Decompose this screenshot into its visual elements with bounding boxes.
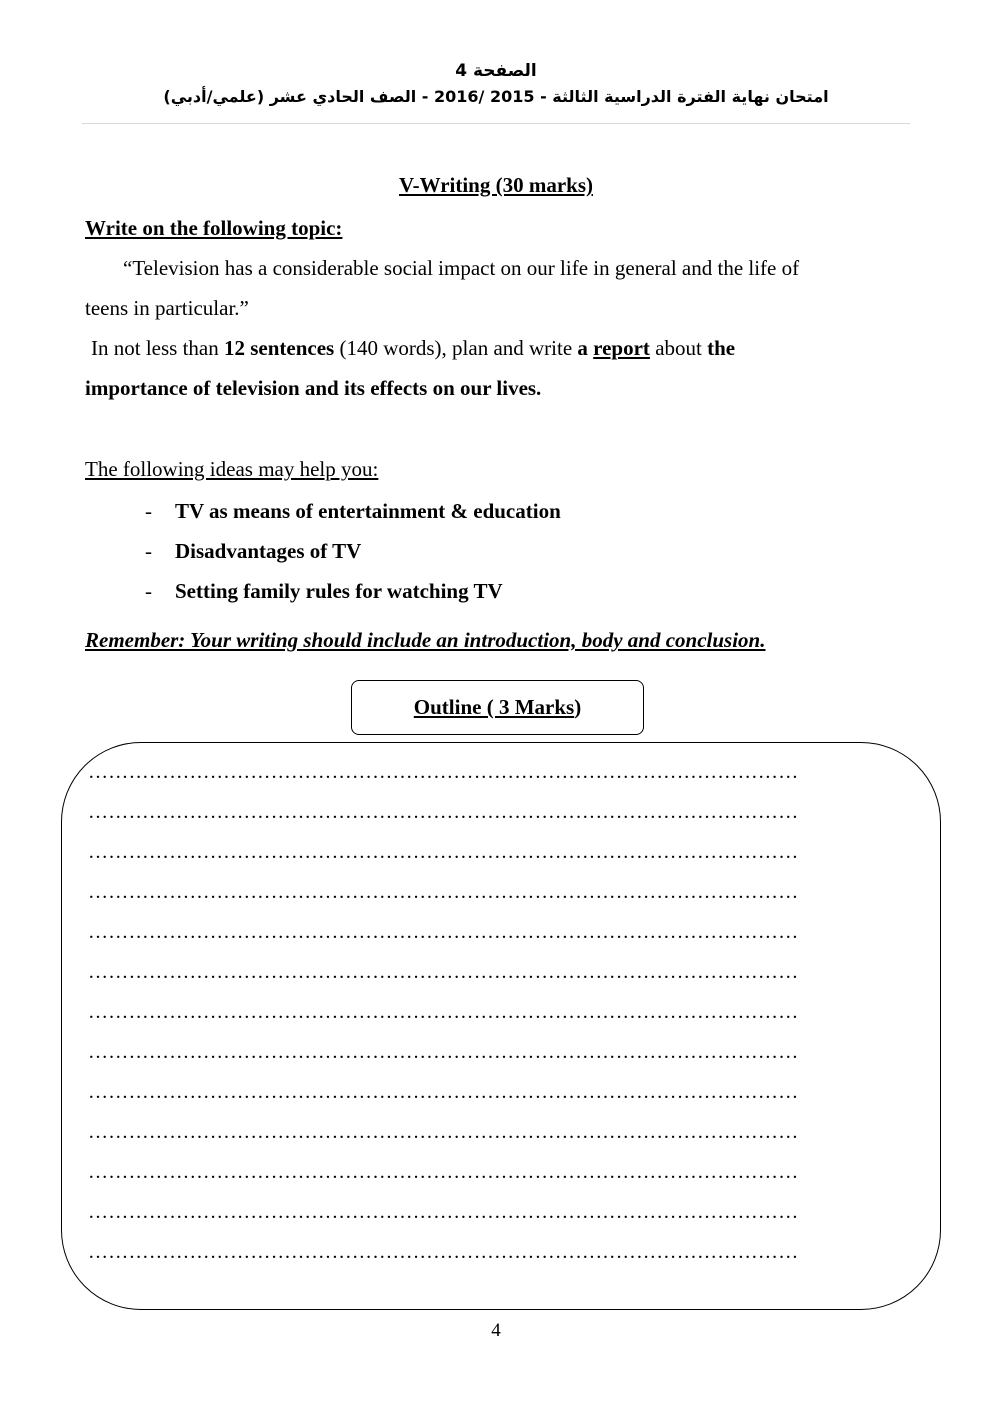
task-topic-start: the (707, 336, 736, 360)
section-title: V-Writing (30 marks) (398, 173, 594, 197)
answer-line[interactable]: …………………………………………………………………………………………… (88, 761, 799, 783)
page-header (80, 58, 912, 110)
answer-line[interactable]: …………………………………………………………………………………………… (88, 801, 799, 823)
answer-line[interactable]: …………………………………………………………………………………………… (88, 1081, 799, 1103)
task-topic-line (85, 368, 915, 408)
bullet-dash: - (145, 539, 152, 563)
quote-line-1: “Television has a considerable social impact on our life in general and the life of (123, 256, 800, 280)
bullet-dash: - (145, 579, 152, 603)
task-paragraph (85, 328, 921, 368)
task-report: report (593, 336, 650, 360)
quote (85, 248, 915, 328)
answer-line[interactable]: …………………………………………………………………………………………… (88, 961, 799, 983)
header-page-label: الصفحة 4 (455, 61, 537, 81)
header-exam-title: امتحان نهاية الفترة الدراسية الثالثة - 2015 /2016 - الصف الحادي عشر (علمي/أدبي) (163, 87, 829, 106)
instruction-text: Write on the following topic: (85, 216, 343, 240)
outline-label: Outline ( 3 Marks (413, 695, 575, 719)
answer-line[interactable]: …………………………………………………………………………………………… (88, 841, 799, 863)
header-divider (82, 123, 910, 124)
bullet-dash: - (145, 499, 152, 523)
outline-label-box (351, 680, 644, 735)
task-part-1: In not less than (91, 336, 224, 360)
page-number: 4 (491, 1320, 501, 1341)
remember-note: Remember: Your writing should include an introduction, body and conclusion. (85, 628, 766, 652)
task-part-2: (140 words), plan and write (334, 336, 578, 360)
list-item (145, 571, 561, 611)
answer-line[interactable]: …………………………………………………………………………………………… (88, 1241, 799, 1263)
list-item (145, 531, 561, 571)
instruction (85, 208, 915, 248)
task-topic-rest: importance of television and its effects on our lives. (85, 376, 542, 400)
idea-text: Disadvantages of TV (175, 539, 362, 563)
answer-line[interactable]: …………………………………………………………………………………………… (88, 921, 799, 943)
idea-text: Setting family rules for watching TV (175, 579, 503, 603)
answer-line[interactable]: …………………………………………………………………………………………… (88, 1161, 799, 1183)
ideas-heading-text: The following ideas may help you: (85, 457, 379, 481)
ideas-heading (85, 449, 915, 489)
ideas-list (145, 491, 561, 611)
task-a: a (577, 336, 594, 360)
answer-line[interactable]: …………………………………………………………………………………………… (88, 1121, 799, 1143)
idea-text: TV as means of entertainment & education (175, 499, 561, 523)
quote-line-2: teens in particular.” (85, 296, 249, 320)
answer-line[interactable]: …………………………………………………………………………………………… (88, 1041, 799, 1063)
answer-line[interactable]: …………………………………………………………………………………………… (88, 1001, 799, 1023)
task-part-3: about (649, 336, 708, 360)
outline-label-tail: ) (574, 695, 582, 719)
task-sentences: 12 sentences (223, 336, 335, 360)
answer-area-lines (88, 752, 908, 1272)
answer-line[interactable]: …………………………………………………………………………………………… (88, 881, 799, 903)
list-item (145, 491, 561, 531)
answer-line[interactable]: …………………………………………………………………………………………… (88, 1201, 799, 1223)
